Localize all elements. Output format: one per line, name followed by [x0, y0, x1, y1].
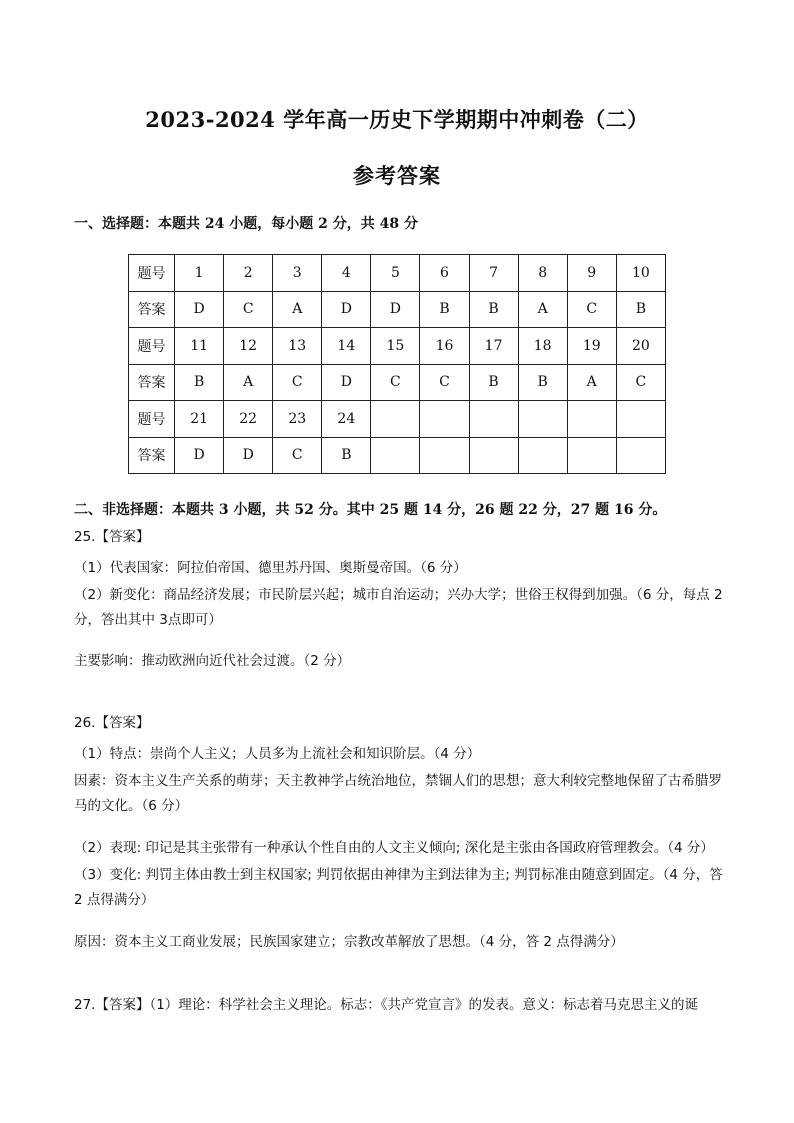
answer-table-cell: 10 — [616, 255, 665, 292]
q26-part2: （2）表现: 印记是其主张带有一种承认个性自由的人文主义倾向; 深化是主张由各国政府管理教会。（4 分） — [74, 840, 714, 856]
answer-table-row — [129, 401, 666, 438]
answer-table-cell — [567, 401, 616, 438]
answer-table-cell: C — [420, 364, 469, 401]
section1-heading: 一、选择题：本题共 24 小题，每小题 2 分，共 48 分 — [74, 216, 418, 232]
answer-table-cell: D — [175, 291, 224, 328]
answer-table-cell: A — [518, 291, 567, 328]
answer-table-row-header: 题号 — [129, 255, 175, 292]
answer-table-cell: 22 — [224, 401, 273, 438]
answer-table-cell: 2 — [224, 255, 273, 292]
section2-heading: 二、非选择题：本题共 3 小题，共 52 分。其中 25 题 14 分，26 题 22 分，27 题 16 分。 — [74, 502, 667, 518]
answer-table-row-header: 答案 — [129, 364, 175, 401]
answer-table-cell: C — [616, 364, 665, 401]
answer-table-cell: 24 — [322, 401, 371, 438]
answer-table-cell — [420, 437, 469, 474]
q26-label: 26.【答案】 — [74, 715, 150, 731]
answer-table-cell: C — [273, 364, 322, 401]
answer-table-cell — [420, 401, 469, 438]
answer-table-cell: 8 — [518, 255, 567, 292]
page-subtitle: 参考答案 — [353, 163, 441, 188]
answer-table-row — [129, 255, 666, 292]
answer-table-cell — [469, 401, 518, 438]
answer-table-cell: 15 — [371, 328, 420, 365]
answer-table-cell: D — [175, 437, 224, 474]
answer-table-cell: 11 — [175, 328, 224, 365]
answer-table-cell: 9 — [567, 255, 616, 292]
answer-table-cell — [469, 437, 518, 474]
q27-part1: 27.【答案】（1）理论：科学社会主义理论。标志：《共产党宣言》的发表。意义：标志着马克思主义的诞 — [74, 997, 699, 1013]
q25-part1: （1）代表国家：阿拉伯帝国、德里苏丹国、奥斯曼帝国。（6 分） — [74, 560, 467, 576]
answer-table-cell: 6 — [420, 255, 469, 292]
q25-impact: 主要影响：推动欧洲向近代社会过渡。（2 分） — [74, 653, 351, 669]
answer-table-row — [129, 291, 666, 328]
answer-table-cell: D — [322, 291, 371, 328]
answer-table-cell: A — [273, 291, 322, 328]
answer-table-cell: D — [371, 291, 420, 328]
answer-table-cell: 16 — [420, 328, 469, 365]
answer-table-cell: 21 — [175, 401, 224, 438]
answer-table-cell: 14 — [322, 328, 371, 365]
answer-table-cell: C — [567, 291, 616, 328]
answer-table-cell: C — [224, 291, 273, 328]
answer-table-row — [129, 437, 666, 474]
answer-table-cell — [616, 401, 665, 438]
answer-table-cell: D — [322, 364, 371, 401]
answer-table-cell: B — [420, 291, 469, 328]
answer-table-cell — [518, 401, 567, 438]
answer-table-cell: 18 — [518, 328, 567, 365]
page-title: 2023-2024 学年高一历史下学期期中冲刺卷（二） — [145, 107, 649, 132]
answer-table-row-header: 答案 — [129, 291, 175, 328]
answer-table-cell: B — [469, 364, 518, 401]
answer-table-cell: C — [273, 437, 322, 474]
answer-table-cell: C — [371, 364, 420, 401]
answer-table-cell: A — [567, 364, 616, 401]
answer-table-row-header: 题号 — [129, 401, 175, 438]
answer-table-cell — [567, 437, 616, 474]
answer-table-cell: 4 — [322, 255, 371, 292]
answer-table-row — [129, 364, 666, 401]
answer-table-cell — [371, 401, 420, 438]
answer-table-cell: B — [322, 437, 371, 474]
answer-table-cell: 17 — [469, 328, 518, 365]
answer-table-cell: B — [518, 364, 567, 401]
answer-table-cell: 19 — [567, 328, 616, 365]
q25-label: 25.【答案】 — [74, 529, 150, 545]
answer-table-row-header: 题号 — [129, 328, 175, 365]
answer-table-cell: B — [175, 364, 224, 401]
q26-part1: （1）特点：崇尚个人主义；人员多为上流社会和知识阶层。（4 分） — [74, 746, 481, 762]
answer-table-cell: 13 — [273, 328, 322, 365]
answer-table-cell — [371, 437, 420, 474]
answer-table-cell: 1 — [175, 255, 224, 292]
answer-table-cell: 23 — [273, 401, 322, 438]
q26-part3: （3）变化: 判罚主体由教士到主权国家; 判罚依据由神律为主到法律为主; 判罚标准由随意到固定。（4 分，答 2 点得满分） — [74, 867, 723, 908]
answer-table-cell: 20 — [616, 328, 665, 365]
answer-table-cell — [518, 437, 567, 474]
answer-table — [128, 254, 666, 474]
answer-table-cell: 12 — [224, 328, 273, 365]
answer-table-cell: 5 — [371, 255, 420, 292]
answer-table-cell: B — [469, 291, 518, 328]
q26-factors: 因素：资本主义生产关系的萌芽；天主教神学占统治地位，禁锢人们的思想；意大利较完整地保留了古希腊罗马的文化。（6 分） — [74, 773, 722, 814]
answer-table-cell: 7 — [469, 255, 518, 292]
answer-table-cell — [616, 437, 665, 474]
answer-table-cell: 3 — [273, 255, 322, 292]
answer-table-cell: D — [224, 437, 273, 474]
answer-table-cell: B — [616, 291, 665, 328]
answer-table-cell: A — [224, 364, 273, 401]
q26-reasons: 原因：资本主义工商业发展；民族国家建立；宗教改革解放了思想。（4 分，答 2 点得满分） — [74, 934, 624, 950]
answer-table-row-header: 答案 — [129, 437, 175, 474]
q25-part2: （2）新变化：商品经济发展；市民阶层兴起；城市自治运动；兴办大学；世俗王权得到加强。（6 分，每点 2分，答出其中 3点即可） — [74, 587, 723, 628]
answer-table-row — [129, 328, 666, 365]
